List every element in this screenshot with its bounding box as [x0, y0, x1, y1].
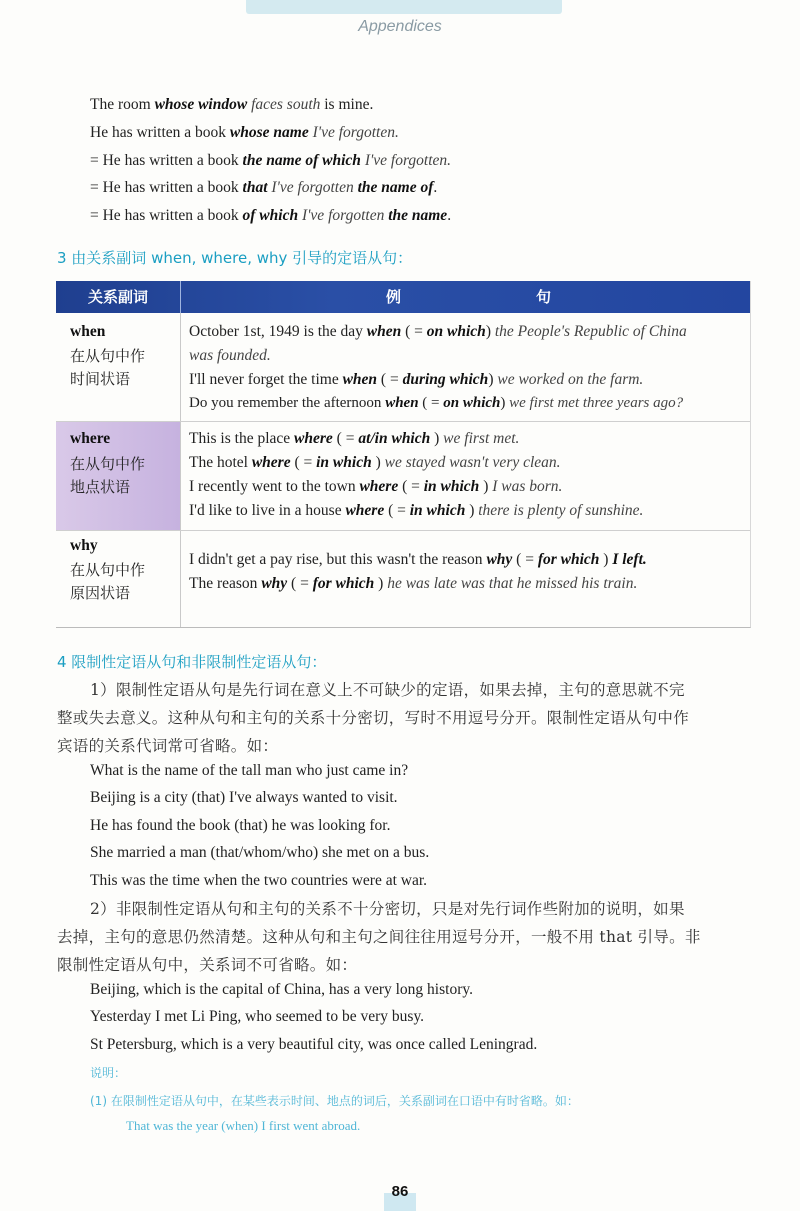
row-desc: 原因状语: [70, 584, 131, 602]
table-header-adverb: 关系副词: [56, 281, 181, 313]
page-number: 86: [391, 1183, 409, 1200]
table-example-line: The hotel where ( = in which ) we stayed wasn't very clean.: [189, 454, 561, 471]
example-line: = He has written a book the name of which I've forgotten.: [90, 152, 452, 169]
table-example-line: I recently went to the town where ( = in which ) I was born.: [189, 478, 563, 495]
table-example-line: This is the place where ( = at/in which ) we first met.: [189, 430, 520, 447]
example-line: = He has written a book that I've forgotten the name of.: [90, 179, 438, 196]
row-desc: 时间状语: [70, 370, 131, 388]
table-example-line: was founded.: [189, 347, 271, 364]
row-desc: 在从句中作: [70, 455, 146, 473]
row-desc: 地点状语: [70, 478, 131, 496]
header-decoration: [246, 0, 562, 14]
example-line: This was the time when the two countries were at war.: [90, 872, 428, 889]
relative-adverb-table: [56, 281, 751, 628]
note-label: 说明：: [90, 1066, 127, 1080]
row-head-why: why: [70, 537, 98, 554]
example-line: Beijing is a city (that) I've always wanted to visit.: [90, 789, 398, 806]
row-desc: 在从句中作: [70, 347, 146, 365]
section-3-title: 3 由关系副词 when, where, why 引导的定语从句：: [57, 249, 413, 267]
example-line: St Petersburg, which is a very beautiful city, was once called Leningrad.: [90, 1036, 538, 1053]
row-head-when: when: [70, 323, 106, 340]
table-example-line: The reason why ( = for which ) he was late was that he missed his train.: [189, 575, 638, 592]
paragraph-1-line: 整或失去意义。这种从句和主句的关系十分密切，写时不用逗号分开。限制性定语从句中作: [57, 709, 690, 727]
paragraph-2-line: 限制性定语从句中，关系词不可省略。如：: [57, 956, 358, 974]
paragraph-2-line: 去掉，主句的意思仍然清楚。这种从句和主句之间往往用逗号分开，一般不用 that 引导。非: [57, 928, 701, 946]
example-line: Beijing, which is the capital of China, has a very long history.: [90, 981, 473, 998]
row-divider: [56, 530, 750, 531]
example-line: He has found the book (that) he was looking for.: [90, 817, 391, 834]
table-example-line: I didn't get a pay rise, but this wasn't the reason why ( = for which ) I left.: [189, 551, 647, 568]
note-line: (1) 在限制性定语从句中，在某些表示时间、地点的词后，关系副词在口语中有时省略。如：: [90, 1094, 579, 1108]
table-header-sentence: 句: [536, 288, 552, 306]
table-header-example: 例: [386, 288, 402, 306]
paragraph-1-line: 宾语的关系代词常可省略。如：: [57, 737, 279, 755]
table-example-line: I'll never forget the time when ( = during which) we worked on the farm.: [189, 371, 644, 388]
table-header-row: [56, 281, 750, 313]
example-line: He has written a book whose name I've forgotten.: [90, 124, 399, 141]
table-example-line: I'd like to live in a house where ( = in which ) there is plenty of sunshine.: [189, 502, 644, 519]
row-divider: [56, 421, 750, 422]
row-desc: 在从句中作: [70, 561, 146, 579]
paragraph-1-line: 1）限制性定语从句是先行词在意义上不可缺少的定语，如果去掉，主句的意思就不完: [90, 681, 685, 699]
example-line: What is the name of the tall man who just came in?: [90, 762, 409, 779]
section-4-title: 4 限制性定语从句和非限制性定语从句：: [57, 653, 327, 671]
example-line: Yesterday I met Li Ping, who seemed to be very busy.: [90, 1008, 425, 1025]
table-example-line: Do you remember the afternoon when ( = on which) we first met three years ago?: [189, 395, 684, 411]
row-head-where: where: [70, 430, 111, 447]
running-head: Appendices: [358, 18, 442, 35]
note-example: That was the year (when) I first went abroad.: [126, 1118, 361, 1133]
paragraph-2-line: 2）非限制性定语从句和主句的关系不十分密切，只是对先行词作些附加的说明，如果: [90, 900, 685, 918]
example-line: She married a man (that/whom/who) she met on a bus.: [90, 844, 430, 861]
table-example-line: October 1st, 1949 is the day when ( = on which) the People's Republic of China: [189, 323, 687, 340]
column-divider: [180, 313, 181, 627]
example-line: = He has written a book of which I've forgotten the name.: [90, 207, 452, 224]
example-line: The room whose window faces south is mine.: [90, 96, 374, 113]
